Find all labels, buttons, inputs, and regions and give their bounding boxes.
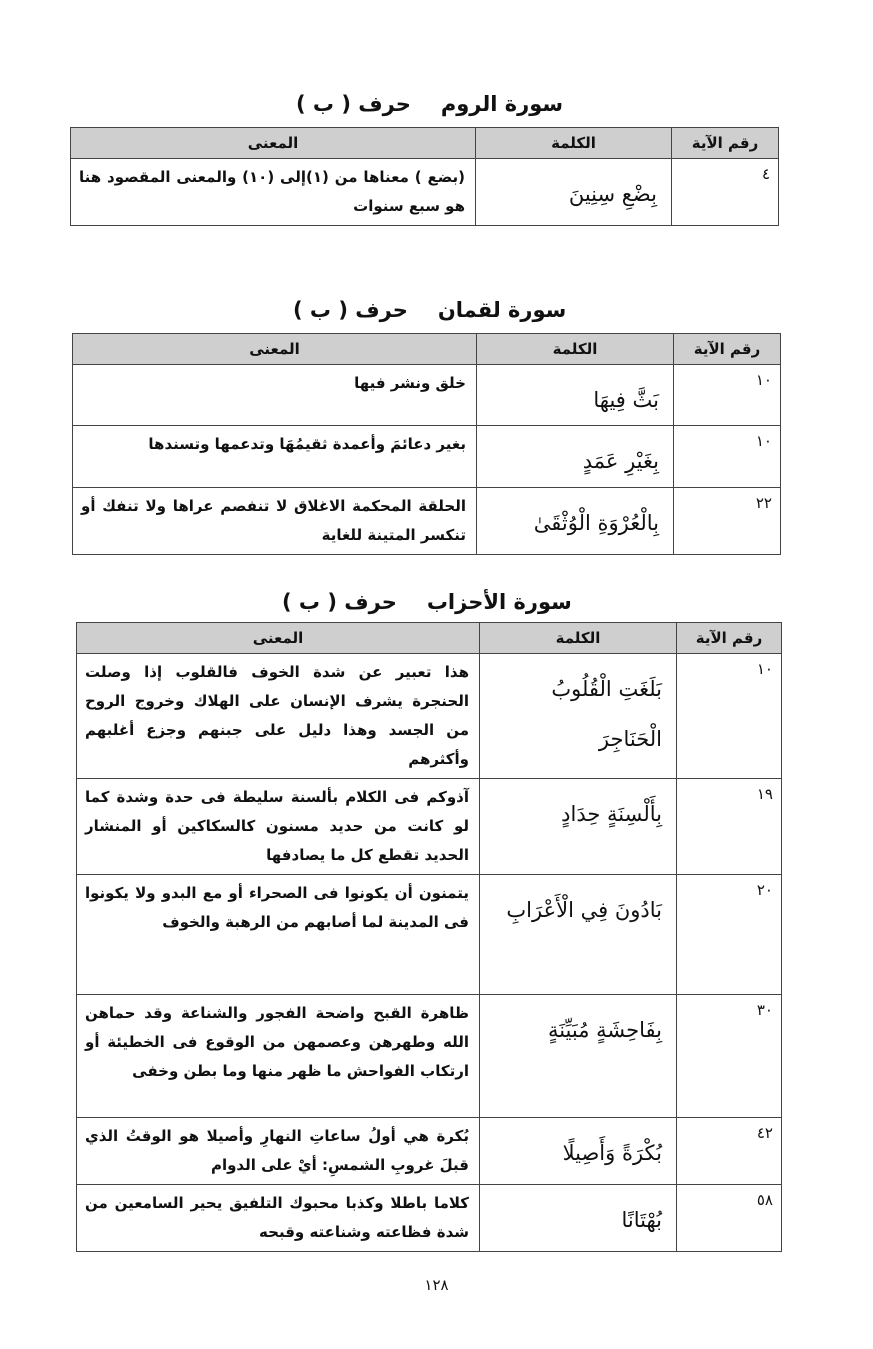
table-row (71, 159, 779, 226)
surah-name: سورة لقمان (437, 298, 567, 322)
ayah-number: ٢٢ (674, 488, 781, 555)
word-meaning: ظاهرة القبح واضحة الفجور والشناعة وقد حماهن الله وطهرهن وعصمهن من الوقوع فى الخطيئة أو ارتكاب الفواحش ما ظهر منها وما بطن وخفى (77, 995, 480, 1118)
word-meaning: بُكرة هي أولُ ساعاتِ النهارِ وأصيلا هو الوقتُ الذي قبلَ غروبِ الشمسِ: أيْ على الدوام (77, 1118, 480, 1185)
header-ayah: رقم الآية (672, 128, 779, 159)
header-ayah: رقم الآية (677, 623, 782, 654)
header-meaning: المعنى (73, 334, 477, 365)
word-meaning: (بضع ) معناها من (١)إلى (١٠) والمعنى المقصود هنا هو سبع سنوات (71, 159, 476, 226)
ayah-number: ١٠ (674, 365, 781, 426)
ayah-number: ٤ (672, 159, 779, 226)
header-ayah: رقم الآية (674, 334, 781, 365)
header-word: الكلمة (480, 623, 677, 654)
quran-word: بَلَغَتِ الْقُلُوبُ الْحَنَاجِرَ (480, 654, 677, 779)
quran-word: بِضْعِ سِنِينَ (476, 159, 672, 226)
letter-label: حرف ( ب ) (293, 298, 408, 322)
ayah-number: ٣٠ (677, 995, 782, 1118)
ayah-number: ٢٠ (677, 875, 782, 995)
table-row (73, 426, 781, 488)
quran-word: بِأَلْسِنَةٍ حِدَادٍ (480, 779, 677, 875)
header-word: الكلمة (476, 128, 672, 159)
ayah-number: ٥٨ (677, 1185, 782, 1252)
section-title-ahzab (282, 590, 572, 614)
surah-name: سورة الروم (440, 92, 564, 116)
header-meaning: المعنى (77, 623, 480, 654)
quran-word: بَادُونَ فِي الْأَعْرَابِ (480, 875, 677, 995)
ayah-number: ٤٢ (677, 1118, 782, 1185)
table-row (77, 995, 782, 1118)
table-row (77, 1185, 782, 1252)
quran-word: بِغَيْرِ عَمَدٍ (477, 426, 674, 488)
table-row (77, 654, 782, 779)
table-ahzab (76, 622, 782, 1252)
ayah-number: ١٠ (677, 654, 782, 779)
header-word: الكلمة (477, 334, 674, 365)
word-meaning: الحلقة المحكمة الاغلاق لا تنفصم عراها ولا تنفك أو تنكسر المتينة للغاية (73, 488, 477, 555)
table-row (73, 488, 781, 555)
page-number: ١٢٨ (424, 1276, 449, 1294)
word-meaning: كلاما باطلا وكذبا محبوك التلفيق يحير السامعين من شدة فظاعته وشناعته وقبحه (77, 1185, 480, 1252)
table-row (77, 875, 782, 995)
word-meaning: بغير دعائمَ وأعمدة ثقيمُهَا وتدعمها وتسندها (73, 426, 477, 488)
quran-word: بِالْعُرْوَةِ الْوُثْقَىٰ (477, 488, 674, 555)
ayah-number: ١٠ (674, 426, 781, 488)
surah-name: سورة الأحزاب (426, 590, 572, 614)
quran-word: بُهْتَانًا (480, 1185, 677, 1252)
table-row (77, 1118, 782, 1185)
quran-word: بَثَّ فِيهَا (477, 365, 674, 426)
table-row (77, 779, 782, 875)
word-meaning: يتمنون أن يكونوا فى الصحراء أو مع البدو ولا يكونوا فى المدينة لما أصابهم من الرهبة والخوف (77, 875, 480, 995)
letter-label: حرف ( ب ) (282, 590, 397, 614)
letter-label: حرف ( ب ) (296, 92, 411, 116)
section-title-rum (296, 92, 563, 116)
ayah-number: ١٩ (677, 779, 782, 875)
word-meaning: آذوكم فى الكلام بألسنة سليطة فى حدة وشدة كما لو كانت من حديد مسنون كالسكاكين أو المنشار الحديد تقطع كل ما يصادفها (77, 779, 480, 875)
table-luqman (72, 333, 781, 555)
table-row (73, 365, 781, 426)
table-rum (70, 127, 779, 226)
header-meaning: المعنى (71, 128, 476, 159)
word-meaning: خلق ونشر فيها (73, 365, 477, 426)
quran-word: بِفَاحِشَةٍ مُبَيِّنَةٍ (480, 995, 677, 1118)
quran-word: بُكْرَةً وَأَصِيلًا (480, 1118, 677, 1185)
section-title-luqman (293, 298, 566, 322)
word-meaning: هذا تعبير عن شدة الخوف فالقلوب إذا وصلت الحنجرة يشرف الإنسان على الهلاك وخروج الروح من الجسد وهذا دليل على جبنهم وجزع أغلبهم وأكثرهم (77, 654, 480, 779)
